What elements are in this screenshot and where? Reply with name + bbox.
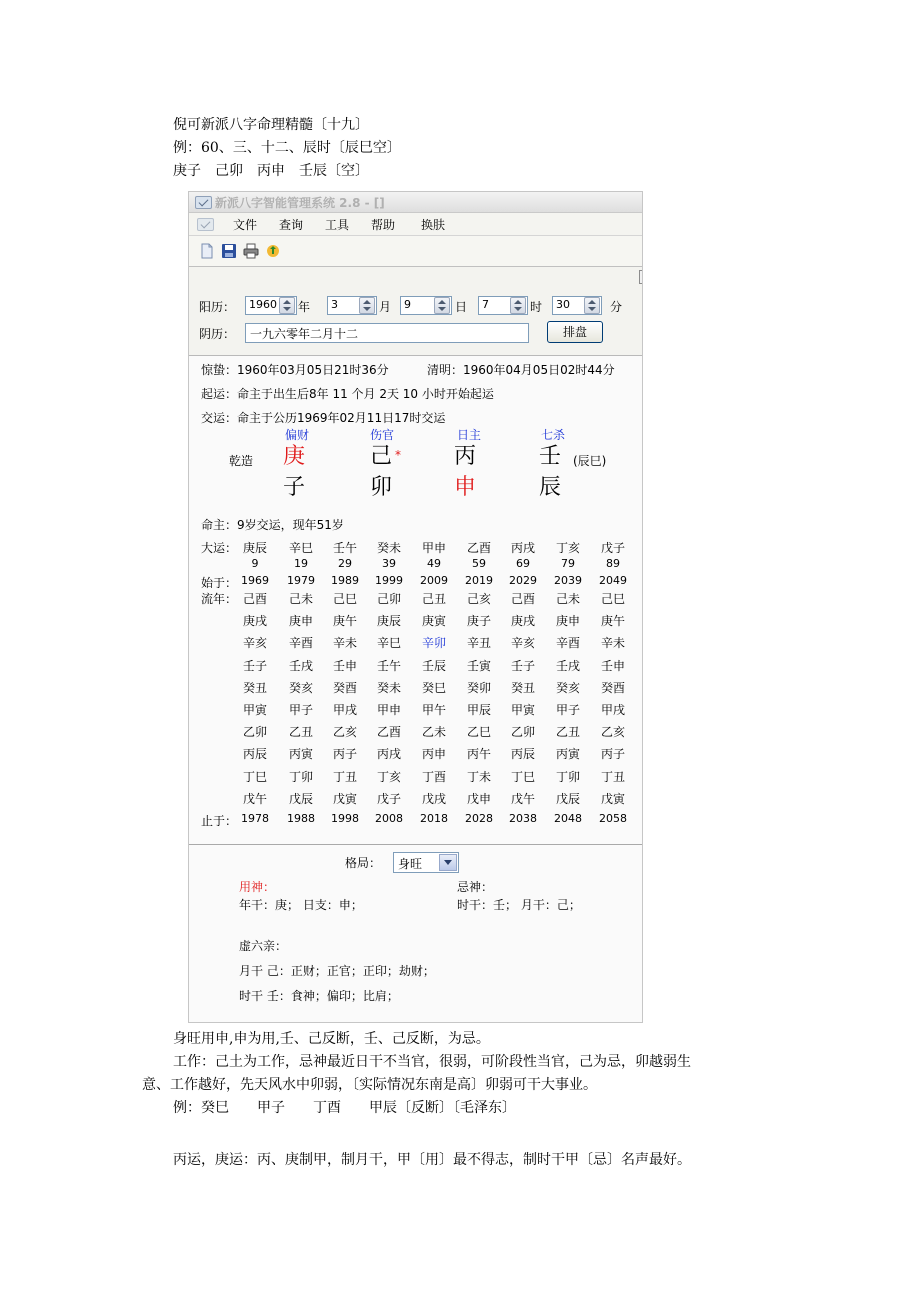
- month-input[interactable]: 3: [327, 296, 377, 315]
- liunian-cell: 甲辰: [466, 703, 491, 717]
- liunian-cell: 庚子: [466, 614, 491, 629]
- liunian-cell: 丙寅: [288, 747, 313, 762]
- liunian-cell: 乙亥: [332, 725, 357, 740]
- new-file-icon[interactable]: [199, 243, 215, 259]
- year-input[interactable]: 1960: [245, 296, 297, 315]
- liunian-cell: 辛酉: [288, 636, 313, 651]
- xuliuqin-hour: 时干 壬：食神；偏印；比肩；: [239, 989, 399, 1003]
- liunian-cell: 丙辰: [510, 747, 535, 762]
- jishen-label: 忌神：: [457, 880, 494, 894]
- dayun-item: 戊子: [600, 541, 625, 555]
- liunian-cell: 乙亥: [600, 725, 625, 740]
- day-input[interactable]: 9: [400, 296, 452, 315]
- doc-para-2b: 意、工作越好，先天风水中卯弱，〔实际情况东南是高〕卯弱可干大事业。: [142, 1077, 597, 1093]
- mingzhu-text: 命主：9岁交运，现年51岁: [201, 518, 344, 532]
- lunar-label: 阴历：: [199, 327, 236, 341]
- geju-select[interactable]: 身旺: [393, 852, 459, 873]
- doc-para-2a: 工作：己土为工作，忌神最近日干不当官，很弱，可阶段性当官，己为忌，卯越弱生: [173, 1054, 691, 1070]
- xuliuqin-label: 虚六亲：: [239, 939, 288, 953]
- day-spinner[interactable]: [434, 297, 450, 314]
- liunian-cell: 己亥: [466, 592, 491, 606]
- liunian-label: 流年：: [201, 592, 238, 606]
- liunian-cell: 庚辰: [376, 614, 401, 629]
- start-year: 2019: [465, 574, 493, 587]
- liunian-cell: 壬子: [510, 658, 535, 673]
- liunian-cell: 壬寅: [466, 658, 491, 673]
- branch-hour: 辰: [539, 475, 562, 500]
- dayun-age: 29: [338, 557, 352, 570]
- dayun-item: 甲申: [421, 541, 446, 555]
- liunian-cell: 乙卯: [242, 725, 267, 740]
- liunian-cell: 辛未: [600, 636, 625, 651]
- start-year: 2029: [509, 574, 537, 587]
- branch-day: 申: [454, 475, 477, 500]
- stem-month-mark: *: [395, 448, 401, 462]
- liunian-cell: 丁丑: [332, 769, 357, 784]
- liunian-cell: 辛亥: [510, 636, 535, 651]
- end-year: 2008: [375, 812, 403, 825]
- liunian-cell: 庚戌: [242, 614, 267, 629]
- stem-day: 丙: [454, 444, 477, 469]
- liunian-cell: 辛亥: [242, 636, 267, 651]
- liunian-cell: 己巳: [332, 592, 357, 606]
- liunian-cell: 丁卯: [288, 769, 313, 784]
- end-year: 2028: [465, 812, 493, 825]
- liunian-cell: 庚戌: [510, 614, 535, 629]
- liunian-cell: 癸亥: [555, 680, 580, 695]
- liunian-cell: 戊辰: [555, 791, 580, 806]
- liunian-cell: 癸未: [376, 680, 401, 695]
- ten-god-month: 伤官: [370, 428, 395, 442]
- xuliuqin-month: 月干 己：正财；正官；正印；劫财；: [239, 964, 435, 978]
- liunian-cell: 庚寅: [421, 614, 446, 629]
- liunian-cell: 甲午: [421, 703, 446, 717]
- doc-example-line: 例：60、三、十二、辰时〔辰巳空〕: [173, 140, 401, 156]
- print-icon[interactable]: [243, 243, 259, 259]
- liunian-cell: 丁卯: [555, 769, 580, 784]
- start-year: 2049: [599, 574, 627, 587]
- end-year: 2058: [599, 812, 627, 825]
- analysis-panel: [189, 844, 643, 1023]
- liunian-cell: 壬申: [332, 658, 357, 673]
- liunian-cell: 己未: [288, 592, 313, 606]
- hour-unit-label: 时: [530, 300, 543, 314]
- minute-unit-label: 分: [610, 300, 623, 314]
- liunian-cell: 甲戌: [600, 703, 625, 717]
- liunian-cell: 癸巳: [421, 680, 446, 695]
- liunian-cell: 戊午: [510, 791, 535, 806]
- jingzhe-text: 惊蛰：1960年03月05日21时36分: [201, 363, 389, 377]
- title-bar: [189, 192, 643, 213]
- liunian-cell: 丙子: [600, 747, 625, 762]
- liunian-cell: 乙卯: [510, 725, 535, 740]
- chart-info-area: [189, 355, 643, 844]
- start-year: 1989: [331, 574, 359, 587]
- qianzao-label: 乾造: [229, 454, 254, 468]
- stem-hour: 壬: [539, 444, 562, 469]
- menu-help[interactable]: 帮助: [371, 218, 396, 232]
- dayun-item: 丁亥: [555, 541, 580, 555]
- start-year: 2039: [554, 574, 582, 587]
- end-year: 2038: [509, 812, 537, 825]
- dayun-age: 19: [294, 557, 308, 570]
- toolbar: [189, 236, 643, 267]
- liunian-cell: 癸丑: [510, 680, 535, 695]
- refresh-icon[interactable]: [265, 243, 281, 259]
- liunian-cell: 丁酉: [421, 769, 446, 784]
- liunian-cell: 辛卯: [421, 636, 446, 651]
- start-year: 2009: [420, 574, 448, 587]
- dayun-age: 69: [516, 557, 530, 570]
- geju-label: 格局：: [345, 856, 382, 870]
- liunian-cell: 庚申: [555, 614, 580, 629]
- end-year-label: 止于：: [201, 814, 238, 828]
- liunian-cell: 乙巳: [466, 725, 491, 740]
- dayun-item: 癸未: [376, 541, 401, 555]
- liunian-cell: 丁巳: [242, 769, 267, 784]
- liunian-cell: 辛未: [332, 636, 357, 651]
- start-year: 1999: [375, 574, 403, 587]
- menu-query[interactable]: 查询: [279, 218, 304, 232]
- liunian-cell: 己酉: [510, 592, 535, 606]
- day-unit-label: 日: [455, 300, 468, 314]
- qiyun-text: 起运：命主于出生后8年 11 个月 2天 10 小时开始起运: [201, 387, 494, 401]
- dayun-item: 庚辰: [242, 541, 267, 555]
- year-spinner[interactable]: [279, 297, 295, 314]
- liunian-cell: 己未: [555, 592, 580, 606]
- stem-year: 庚: [283, 444, 306, 469]
- doc-para-3: 丙运，庚运：丙、庚制甲，制月干，甲〔用〕最不得志，制时干甲〔忌〕名声最好。: [173, 1152, 691, 1168]
- liunian-cell: 壬戌: [288, 658, 313, 673]
- liunian-cell: 丁亥: [376, 769, 401, 784]
- ten-god-year: 偏财: [285, 428, 310, 442]
- liunian-cell: 丙子: [332, 747, 357, 762]
- liunian-cell: 甲寅: [242, 703, 267, 717]
- liunian-cell: 戊午: [242, 791, 267, 806]
- ten-god-hour: 七杀: [541, 428, 566, 442]
- qingming-text: 清明：1960年04月05日02时44分: [427, 363, 615, 377]
- liunian-cell: 丁未: [466, 769, 491, 784]
- liunian-cell: 壬午: [376, 658, 401, 673]
- save-icon[interactable]: [221, 243, 237, 259]
- start-year: 1979: [287, 574, 315, 587]
- liunian-cell: 乙未: [421, 725, 446, 740]
- minute-spinner[interactable]: [584, 297, 600, 314]
- dayun-item: 壬午: [332, 541, 357, 555]
- kong-label: (辰巳): [573, 454, 607, 468]
- liunian-cell: 乙丑: [555, 725, 580, 740]
- liunian-cell: 丁丑: [600, 769, 625, 784]
- liunian-cell: 戊辰: [288, 791, 313, 806]
- liunian-cell: 庚午: [600, 614, 625, 629]
- liunian-cell: 戊寅: [332, 791, 357, 806]
- dayun-age: 79: [561, 557, 575, 570]
- menu-skin[interactable]: 换肤: [421, 218, 446, 232]
- liunian-cell: 己卯: [376, 592, 401, 606]
- liunian-cell: 戊寅: [600, 791, 625, 806]
- hour-spinner[interactable]: [510, 297, 526, 314]
- end-year: 1998: [331, 812, 359, 825]
- dayun-label: 大运：: [201, 541, 238, 555]
- dayun-age: 59: [472, 557, 486, 570]
- dayun-item: 丙戌: [510, 541, 535, 555]
- liunian-cell: 壬申: [600, 658, 625, 673]
- liunian-cell: 戊子: [376, 791, 401, 806]
- ten-god-day: 日主: [457, 428, 482, 442]
- window-title: 新派八字智能管理系统 2.8 - []: [215, 196, 385, 210]
- liunian-cell: 癸丑: [242, 680, 267, 695]
- doc-example-2: 例：癸巳 甲子 丁酉 甲辰〔反断〕〔毛泽东〕: [173, 1100, 516, 1116]
- liunian-cell: 丙戌: [376, 747, 401, 762]
- liunian-cell: 癸酉: [600, 680, 625, 695]
- jiaoyun-text: 交运：命主于公历1969年02月11日17时交运: [201, 411, 446, 425]
- doc-title-line: 倪可新派八字命理精髓〔十九〕: [173, 117, 369, 133]
- dayun-age: 9: [251, 557, 259, 570]
- liunian-cell: 己酉: [242, 592, 267, 606]
- start-year: 1969: [241, 574, 269, 587]
- liunian-cell: 戊申: [466, 791, 491, 806]
- menu-file[interactable]: 文件: [233, 218, 258, 232]
- liunian-cell: 甲寅: [510, 703, 535, 717]
- liunian-cell: 乙酉: [376, 725, 401, 740]
- input-panel: [189, 267, 643, 355]
- end-year: 1988: [287, 812, 315, 825]
- menu-logo-icon: [197, 218, 214, 231]
- branch-year: 子: [283, 475, 306, 500]
- end-year: 1978: [241, 812, 269, 825]
- liunian-cell: 癸卯: [466, 680, 491, 695]
- liunian-cell: 庚午: [332, 614, 357, 629]
- end-year: 2018: [420, 812, 448, 825]
- dayun-item: 辛巳: [288, 541, 313, 555]
- liunian-cell: 丁巳: [510, 769, 535, 784]
- liunian-cell: 丙辰: [242, 747, 267, 762]
- liunian-cell: 辛丑: [466, 636, 491, 651]
- dayun-age: 39: [382, 557, 396, 570]
- liunian-cell: 甲申: [376, 703, 401, 717]
- liunian-cell: 壬子: [242, 658, 267, 673]
- liunian-cell: 甲子: [288, 703, 313, 717]
- month-unit-label: 月: [379, 300, 392, 314]
- paipan-button[interactable]: 排盘: [547, 321, 603, 343]
- liunian-cell: 丙寅: [555, 747, 580, 762]
- chevron-down-icon[interactable]: [439, 854, 457, 871]
- yongshen-label: 用神：: [239, 880, 276, 894]
- menu-tools[interactable]: 工具: [325, 218, 350, 232]
- branch-month: 卯: [370, 475, 393, 500]
- liunian-cell: 丙午: [466, 747, 491, 762]
- dayun-age: 49: [427, 557, 441, 570]
- dayun-age: 89: [606, 557, 620, 570]
- month-spinner[interactable]: [359, 297, 375, 314]
- menu-bar: [189, 213, 643, 236]
- panel-scroll-box[interactable]: [639, 270, 643, 284]
- liunian-cell: 壬戌: [555, 658, 580, 673]
- liunian-cell: 癸亥: [288, 680, 313, 695]
- liunian-cell: 己巳: [600, 592, 625, 606]
- solar-label: 阳历：: [199, 300, 236, 314]
- liunian-cell: 丙申: [421, 747, 446, 762]
- stem-month: 己: [370, 444, 393, 469]
- liunian-cell: 己丑: [421, 592, 446, 606]
- app-logo-icon: [195, 196, 212, 209]
- start-year-label: 始于：: [201, 576, 238, 590]
- liunian-cell: 庚申: [288, 614, 313, 629]
- doc-para-1: 身旺用申,申为用,壬、己反断，壬、己反断，为忌。: [173, 1031, 490, 1047]
- liunian-cell: 辛酉: [555, 636, 580, 651]
- liunian-cell: 壬辰: [421, 658, 446, 673]
- hour-input[interactable]: 7: [478, 296, 528, 315]
- doc-pillars-line: 庚子 己卯 丙申 壬辰〔空〕: [173, 163, 369, 179]
- lunar-date-field[interactable]: 一九六零年二月十二: [245, 323, 529, 343]
- liunian-cell: 甲子: [555, 703, 580, 717]
- liunian-cell: 癸酉: [332, 680, 357, 695]
- liunian-cell: 乙丑: [288, 725, 313, 740]
- end-year: 2048: [554, 812, 582, 825]
- liunian-cell: 甲戌: [332, 703, 357, 717]
- jishen-value: 时干：壬； 月干：己；: [457, 898, 581, 912]
- year-unit-label: 年: [298, 300, 311, 314]
- dayun-item: 乙酉: [466, 541, 491, 555]
- minute-input[interactable]: 30: [552, 296, 602, 315]
- liunian-cell: 戊戌: [421, 791, 446, 806]
- app-window: [188, 191, 643, 1023]
- liunian-cell: 辛巳: [376, 636, 401, 651]
- yongshen-value: 年干：庚； 日支：申；: [239, 898, 363, 912]
